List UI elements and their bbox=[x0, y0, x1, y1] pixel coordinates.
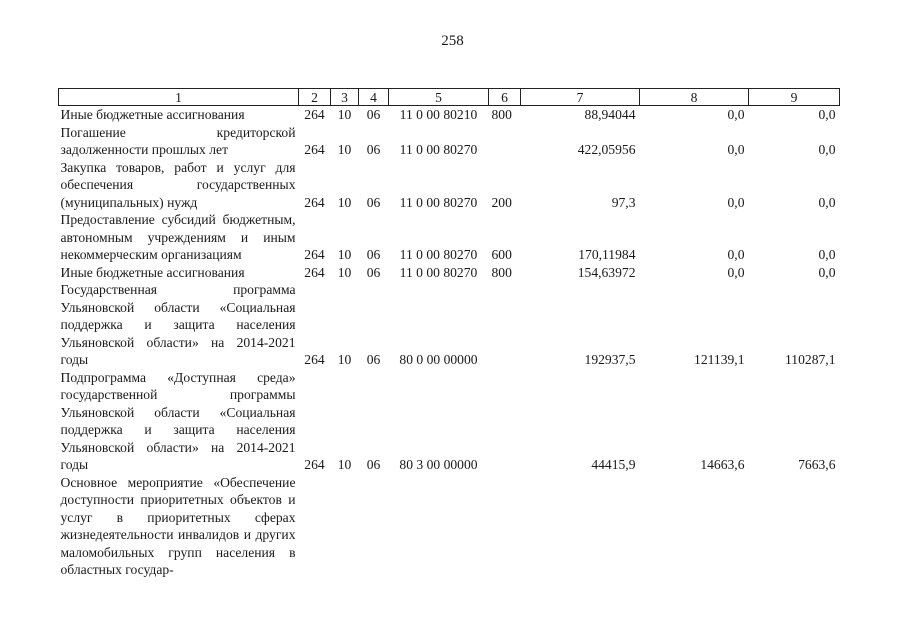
cell-c7: 44415,9 bbox=[591, 457, 636, 472]
table-row bbox=[59, 159, 840, 212]
cell-c4: 06 bbox=[366, 247, 381, 262]
cell-c5: 80 0 00 00000 bbox=[399, 352, 478, 367]
column-header: 9 bbox=[749, 89, 840, 106]
column-header: 2 bbox=[299, 89, 331, 106]
column-header: 7 bbox=[521, 89, 640, 106]
cell-c3: 10 bbox=[337, 457, 352, 472]
cell-c2: 264 bbox=[304, 352, 325, 367]
cell-c9: 0,0 bbox=[818, 142, 836, 157]
cell-c2: 264 bbox=[304, 142, 325, 157]
cell-c9: 0,0 bbox=[818, 247, 836, 262]
cell-c6 bbox=[489, 281, 521, 369]
cell-c5: 11 0 00 80210 bbox=[399, 107, 478, 122]
cell-c4 bbox=[359, 474, 389, 579]
cell-c4: 06 bbox=[366, 107, 381, 122]
cell-c9: 110287,1 bbox=[785, 352, 836, 367]
row-name: Подпрограмма «Доступная среда» государственной программы Ульяновской области «Социальная поддержка и защита населения Ульяновской области» на 2014-2021 годы bbox=[60, 369, 296, 472]
table-row bbox=[59, 106, 840, 124]
cell-c5: 11 0 00 80270 bbox=[399, 264, 478, 280]
cell-c2 bbox=[299, 474, 331, 579]
cell-c8: 0,0 bbox=[727, 194, 745, 210]
cell-c9: 0,0 bbox=[818, 107, 836, 122]
column-header: 3 bbox=[331, 89, 359, 106]
column-header: 8 bbox=[640, 89, 749, 106]
row-name: Иные бюджетные ассигнования bbox=[60, 264, 245, 280]
cell-c8: 121139,1 bbox=[694, 352, 745, 367]
cell-c2: 264 bbox=[304, 194, 325, 210]
table-row bbox=[59, 211, 840, 264]
cell-c8: 0,0 bbox=[727, 107, 745, 122]
cell-c6 bbox=[489, 124, 521, 159]
cell-c7: 422,05956 bbox=[577, 142, 636, 157]
budget-table bbox=[58, 88, 840, 579]
cell-c9 bbox=[749, 474, 840, 579]
cell-c8 bbox=[640, 474, 749, 579]
cell-c5: 11 0 00 80270 bbox=[399, 247, 478, 262]
cell-c5: 11 0 00 80270 bbox=[399, 194, 478, 210]
cell-c7: 192937,5 bbox=[584, 352, 636, 367]
column-header: 5 bbox=[389, 89, 489, 106]
cell-c8: 0,0 bbox=[727, 142, 745, 157]
cell-c9: 0,0 bbox=[818, 194, 836, 210]
cell-c8: 14663,6 bbox=[700, 457, 745, 472]
row-name: Погашение кредиторской задолженности прошлых лет bbox=[60, 124, 296, 157]
cell-c4: 06 bbox=[366, 142, 381, 157]
cell-c8: 0,0 bbox=[727, 247, 745, 262]
cell-c3: 10 bbox=[337, 352, 352, 367]
cell-c5: 80 3 00 00000 bbox=[399, 457, 478, 472]
table-row bbox=[59, 281, 840, 369]
row-name: Закупка товаров, работ и услуг для обеспечения государственных (муниципальных) нужд bbox=[60, 159, 296, 210]
table-header-row bbox=[59, 89, 840, 106]
cell-c6 bbox=[489, 474, 521, 579]
column-header: 6 bbox=[489, 89, 521, 106]
cell-c4: 06 bbox=[366, 194, 381, 210]
page-number: 258 bbox=[441, 33, 464, 49]
cell-c7: 154,63972 bbox=[577, 264, 636, 280]
cell-c5: 11 0 00 80270 bbox=[399, 142, 478, 157]
table-row bbox=[59, 124, 840, 159]
table-row bbox=[59, 474, 840, 579]
row-name: Основное мероприятие «Обеспечение доступности приоритетных объектов и услуг в приоритетных сферах жизнедеятельности инвалидов и других маломобильных групп населения в областных государ- bbox=[60, 474, 296, 577]
cell-c7: 170,11984 bbox=[578, 247, 636, 262]
cell-c3: 10 bbox=[337, 264, 352, 280]
row-name: Государственная программа Ульяновской области «Социальная поддержка и защита населения Ульяновской области» на 2014-2021 годы bbox=[60, 282, 296, 367]
row-name: Предоставление субсидий бюджетным, автономным учреждениям и иным некоммерческим организациям bbox=[60, 212, 296, 262]
cell-c2: 264 bbox=[304, 457, 325, 472]
cell-c7 bbox=[521, 474, 640, 579]
cell-c4: 06 bbox=[366, 352, 381, 367]
cell-c6: 800 bbox=[491, 107, 512, 122]
column-header: 4 bbox=[359, 89, 389, 106]
cell-c9: 0,0 bbox=[818, 264, 836, 280]
cell-c4: 06 bbox=[366, 457, 381, 472]
cell-c7: 88,94044 bbox=[584, 107, 636, 122]
cell-c3: 10 bbox=[337, 194, 352, 210]
cell-c2: 264 bbox=[304, 107, 325, 122]
row-name: Иные бюджетные ассигнования bbox=[60, 107, 245, 122]
cell-c4: 06 bbox=[366, 264, 381, 280]
cell-c2: 264 bbox=[304, 264, 325, 280]
cell-c6: 200 bbox=[491, 194, 512, 210]
table-row bbox=[59, 264, 840, 282]
cell-c6 bbox=[489, 369, 521, 474]
cell-c9: 7663,6 bbox=[798, 457, 836, 472]
cell-c8: 0,0 bbox=[727, 264, 745, 280]
cell-c3 bbox=[331, 474, 359, 579]
cell-c6: 600 bbox=[491, 247, 512, 262]
cell-c3: 10 bbox=[337, 107, 352, 122]
cell-c2: 264 bbox=[304, 247, 325, 262]
cell-c3: 10 bbox=[337, 142, 352, 157]
table-row bbox=[59, 369, 840, 474]
cell-c5 bbox=[389, 474, 489, 579]
cell-c6: 800 bbox=[491, 264, 512, 280]
column-header: 1 bbox=[59, 89, 299, 106]
cell-c7: 97,3 bbox=[611, 194, 636, 210]
cell-c3: 10 bbox=[337, 247, 352, 262]
